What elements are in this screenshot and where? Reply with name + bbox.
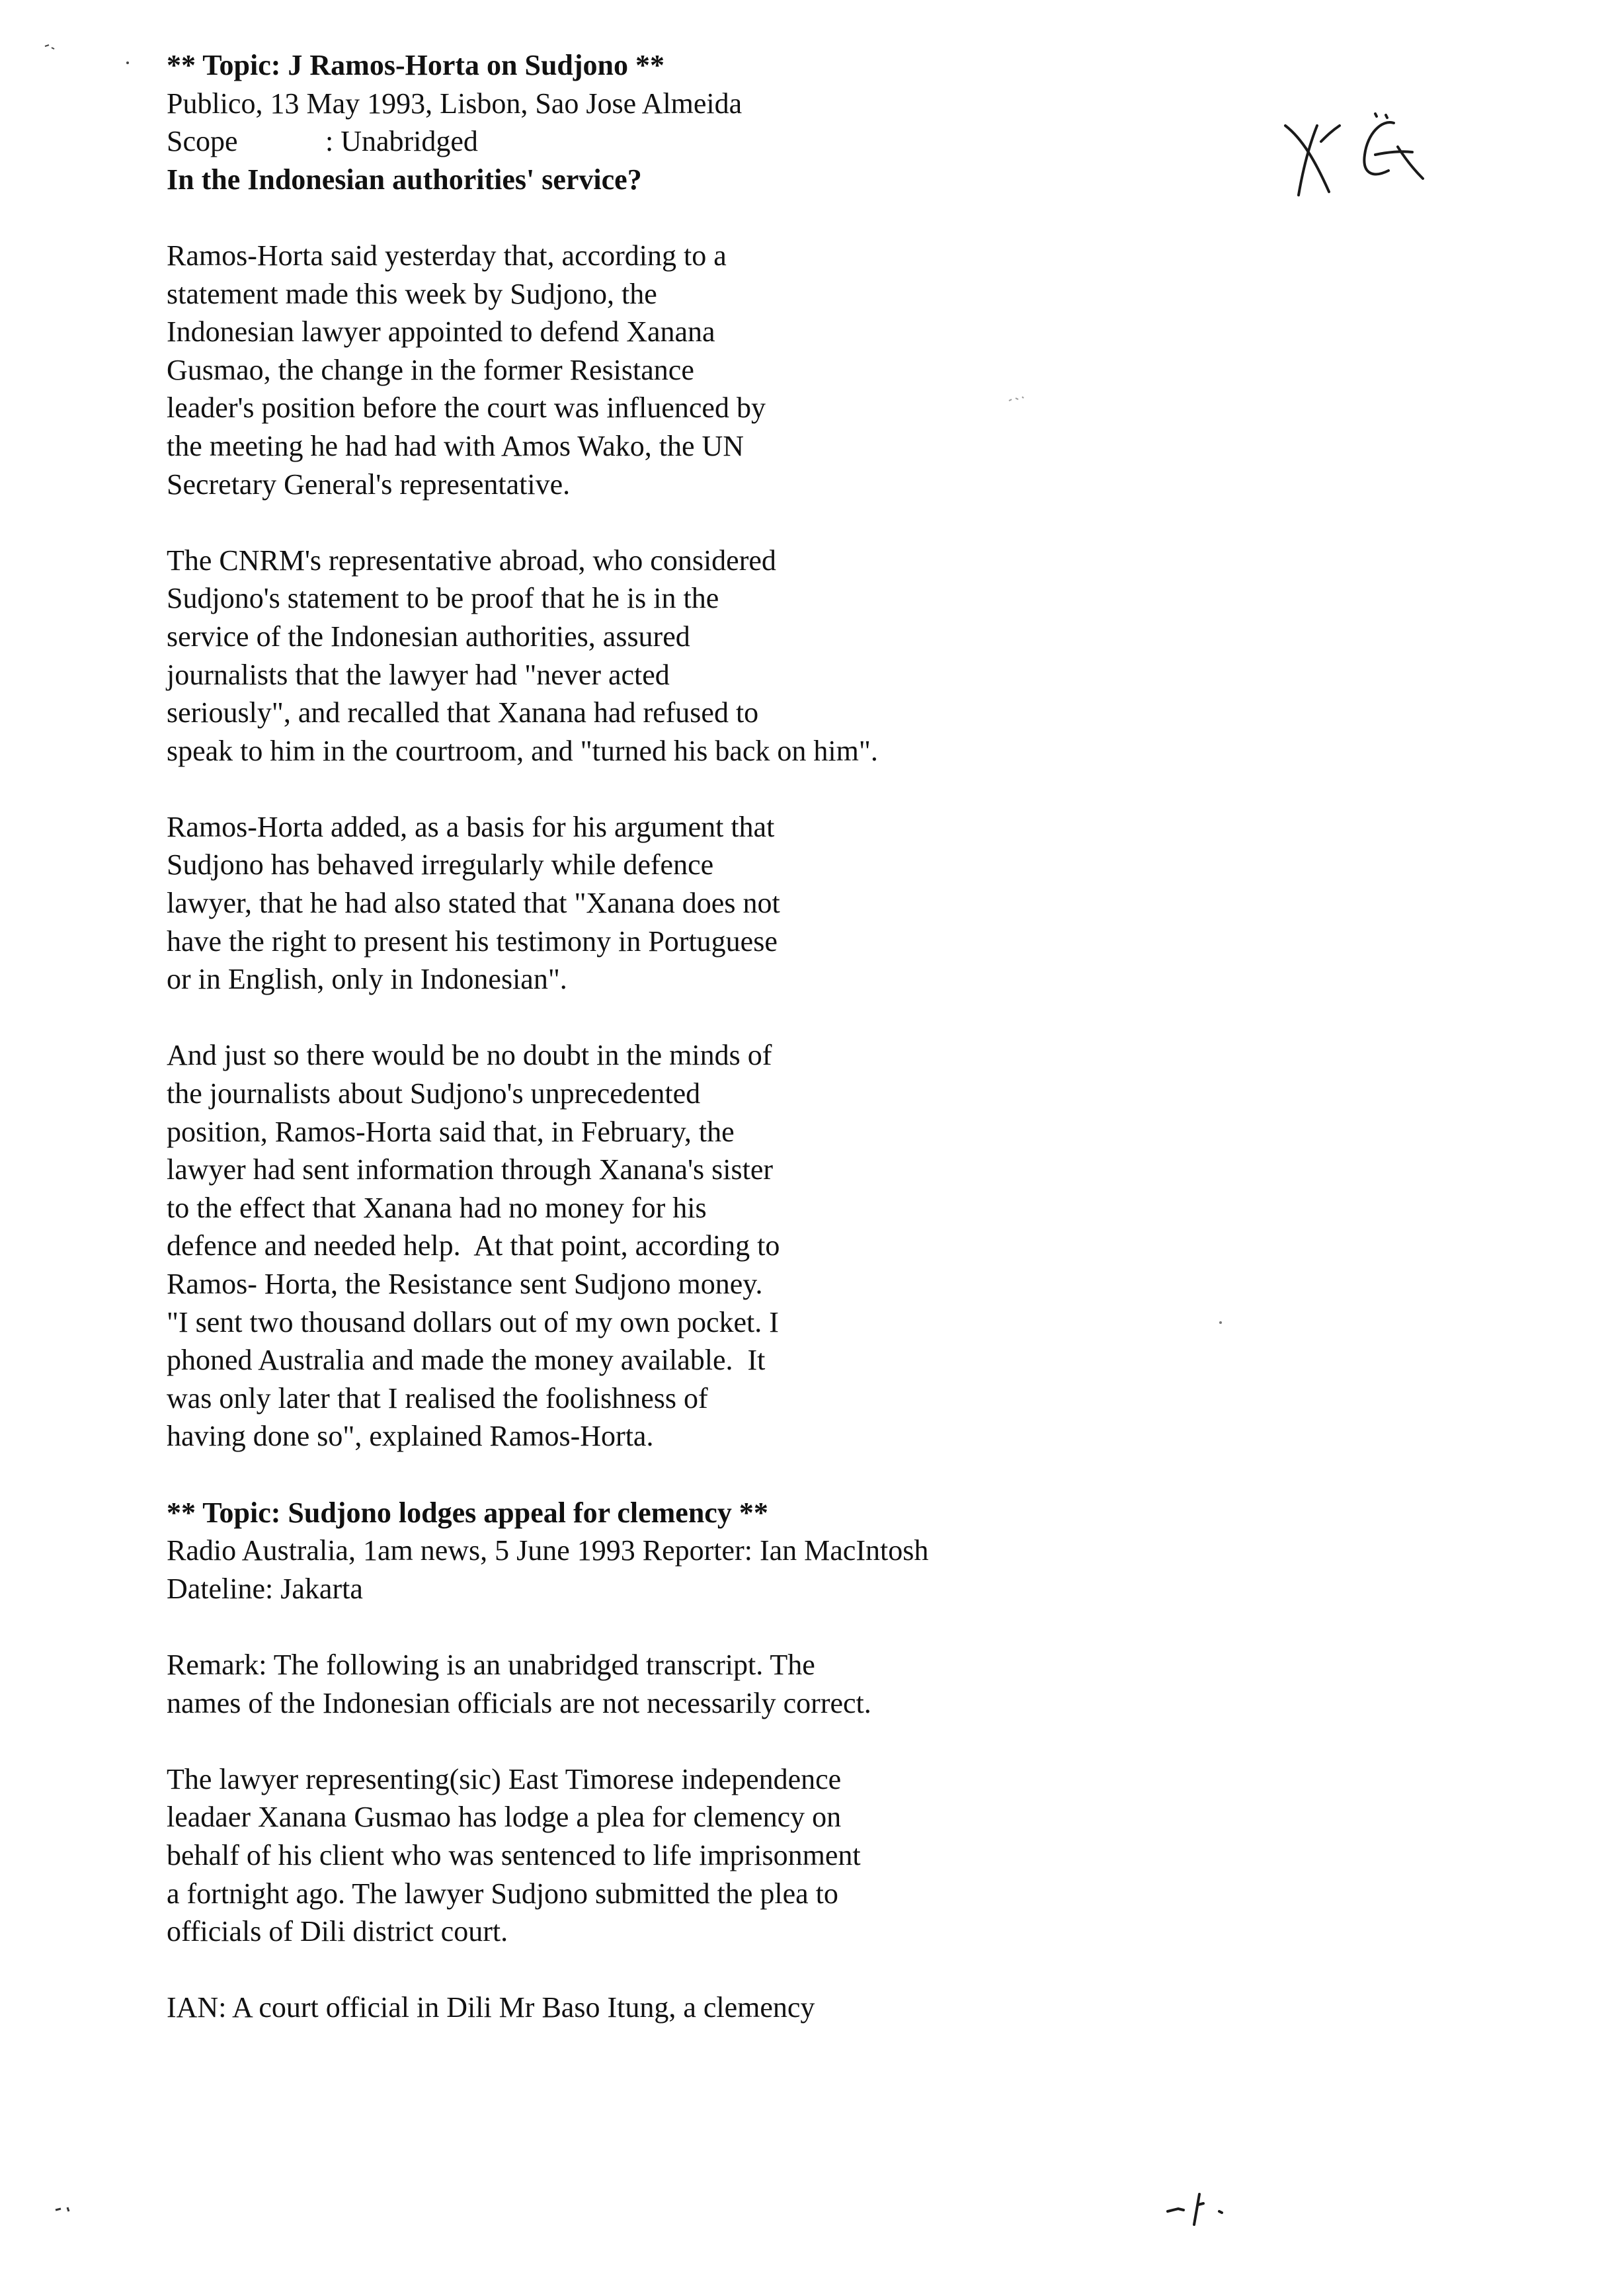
text-line: Sudjono's statement to be proof that he is in the	[167, 582, 719, 615]
text-line: defence and needed help. At that point, according to	[167, 1229, 780, 1262]
handwritten-initials-mark	[1276, 99, 1448, 225]
article2-paragraph-1	[167, 1646, 1158, 1722]
text-line: the meeting he had had with Amos Wako, the UN	[167, 429, 744, 462]
text-line: journalists that the lawyer had "never acted	[167, 658, 670, 691]
text-line: lawyer, that he had also stated that "Xanana does not	[167, 887, 780, 920]
text-line: having done so", explained Ramos-Horta.	[167, 1420, 654, 1453]
text-line: And just so there would be no doubt in the minds of	[167, 1039, 772, 1072]
scan-artifact	[42, 41, 69, 54]
handwritten-page-mark	[1164, 2182, 1236, 2235]
document-body	[167, 46, 1158, 2027]
text-line: IAN: A court official in Dili Mr Baso Itung, a clemency	[167, 1991, 815, 2024]
text-line: or in English, only in Indonesian".	[167, 963, 567, 996]
scan-artifact	[1217, 1319, 1225, 1327]
article1-paragraph-2	[167, 542, 1158, 770]
article1-headline: In the Indonesian authorities' service?	[167, 163, 642, 196]
text-line: Secretary General's representative.	[167, 468, 571, 501]
scope-value: : Unabridged	[325, 125, 478, 158]
text-line: leadaer Xanana Gusmao has lodge a plea for clemency on	[167, 1801, 842, 1834]
article1-source: Publico, 13 May 1993, Lisbon, Sao Jose Almeida	[167, 87, 743, 120]
scan-artifact	[123, 58, 132, 67]
text-line: Ramos- Horta, the Resistance sent Sudjono money.	[167, 1268, 763, 1300]
text-line: The lawyer representing(sic) East Timorese independence	[167, 1762, 842, 1795]
text-line: Ramos-Horta added, as a basis for his argument that	[167, 810, 775, 843]
article1-topic: ** Topic: J Ramos-Horta on Sudjono **	[167, 49, 665, 81]
text-line: phoned Australia and made the money available. It	[167, 1344, 766, 1377]
text-line: service of the Indonesian authorities, assured	[167, 620, 690, 653]
article1-paragraph-4	[167, 1036, 1158, 1456]
text-line: "I sent two thousand dollars out of my own pocket. I	[167, 1305, 779, 1338]
text-line: The CNRM's representative abroad, who considered	[167, 544, 776, 577]
text-line: have the right to present his testimony in Portuguese	[167, 924, 778, 958]
text-line: Gusmao, the change in the former Resistance	[167, 353, 694, 386]
text-line: officials of Dili district court.	[167, 1915, 508, 1948]
text-line: Sudjono has behaved irregularly while defence	[167, 848, 714, 882]
text-line: speak to him in the courtroom, and "turned his back on him".	[167, 734, 878, 767]
text-line: names of the Indonesian officials are not necessarily correct.	[167, 1686, 871, 1719]
text-line: Indonesian lawyer appointed to defend Xanana	[167, 315, 715, 348]
text-line: the journalists about Sudjono's unprecedented	[167, 1077, 701, 1110]
scan-artifact	[53, 2201, 79, 2217]
text-line: Remark: The following is an unabridged transcript. The	[167, 1648, 815, 1681]
text-line: was only later that I realised the foolishness of	[167, 1381, 708, 1414]
text-line: leader's position before the court was influenced by	[167, 391, 766, 425]
scope-label: Scope	[167, 125, 238, 158]
text-line: seriously", and recalled that Xanana had refused to	[167, 696, 759, 729]
article1-paragraph-1	[167, 237, 1158, 503]
text-line: position, Ramos-Horta said that, in February, the	[167, 1115, 735, 1148]
text-line: to the effect that Xanana had no money for his	[167, 1191, 707, 1224]
article1-scope	[167, 122, 1158, 161]
article2-source: Radio Australia, 1am news, 5 June 1993 Reporter: Ian MacIntosh	[167, 1534, 929, 1567]
article2-paragraph-2	[167, 1760, 1158, 1951]
text-line: statement made this week by Sudjono, the	[167, 277, 657, 310]
text-line: behalf of his client who was sentenced to life imprisonment	[167, 1838, 861, 1871]
article2-topic: ** Topic: Sudjono lodges appeal for clemency **	[167, 1496, 768, 1529]
text-line: Ramos-Horta said yesterday that, according to a	[167, 239, 727, 272]
text-line: a fortnight ago. The lawyer Sudjono submitted the plea to	[167, 1877, 838, 1910]
scan-artifact	[1005, 391, 1031, 407]
text-line: lawyer had sent information through Xanana's sister	[167, 1153, 774, 1186]
article1-paragraph-3	[167, 808, 1158, 999]
article2-paragraph-3	[167, 1988, 1158, 2027]
article2-dateline: Dateline: Jakarta	[167, 1572, 363, 1605]
